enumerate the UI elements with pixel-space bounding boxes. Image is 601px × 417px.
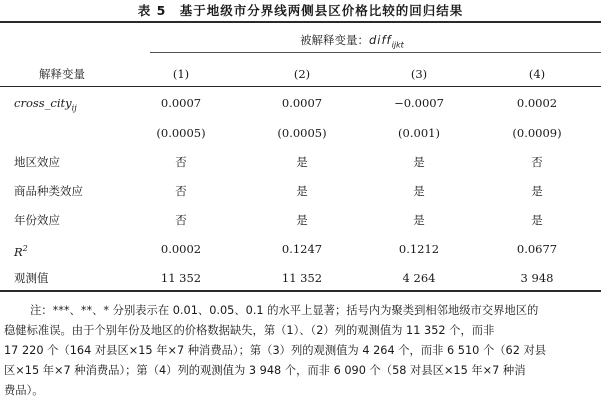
cell-coef-2: 0.0007 xyxy=(281,96,323,110)
cell-r2-2: 0.1247 xyxy=(281,242,323,256)
cell-product-2: 是 xyxy=(296,184,308,198)
row-label-region-effect: 地区效应 xyxy=(14,155,60,169)
table-note-line-1: 注：***、**、* 分别表示在 0.01、0.05、0.1 的水平上显著；括号内为聚类到相邻地级市交界地区的 xyxy=(30,304,539,317)
cell-r2-4: 0.0677 xyxy=(516,242,558,256)
bottom-rule xyxy=(0,290,601,292)
table-note-line-4: 区×15 年×7 种消费品）；第（4）列的观测值为 3 948 个，而非 6 090 个（58 对县区×15 年×7 种消 xyxy=(4,364,526,377)
cell-year-2: 是 xyxy=(296,213,308,227)
cell-se-3: (0.001) xyxy=(398,126,440,140)
cell-coef-1: 0.0007 xyxy=(160,96,202,110)
cell-se-1: (0.0005) xyxy=(156,126,206,140)
table-note-line-2: 稳健标准误。由于个别年份及地区的价格数据缺失，第（1）、（2）列的观测值为 11 352 个，而非 xyxy=(4,324,495,337)
cell-obs-4: 3 948 xyxy=(520,271,554,285)
explanatory-variable-header: 解释变量 xyxy=(39,67,85,81)
row-label-observations: 观测值 xyxy=(14,271,49,285)
table-note-line-5: 费品）。 xyxy=(4,384,44,397)
top-rule xyxy=(0,21,601,23)
header-bottom-rule xyxy=(0,86,601,87)
column-header-1: (1) xyxy=(172,67,190,81)
cell-coef-4: 0.0002 xyxy=(516,96,558,110)
cell-year-4: 是 xyxy=(531,213,543,227)
cell-year-1: 否 xyxy=(175,213,187,227)
table-note-line-3: 17 220 个（164 对县区×15 年×7 种消费品）；第（3）列的观测值为 4 264 个，而非 6 510 个（62 对县 xyxy=(4,344,547,357)
cell-product-1: 否 xyxy=(175,184,187,198)
cell-se-4: (0.0009) xyxy=(512,126,562,140)
table-title: 表 5 基于地级市分界线两侧县区价格比较的回归结果 xyxy=(137,3,464,18)
cell-product-3: 是 xyxy=(413,184,425,198)
cell-se-2: (0.0005) xyxy=(277,126,327,140)
cell-obs-1: 11 352 xyxy=(160,271,202,285)
cell-region-4: 否 xyxy=(531,155,543,169)
cell-obs-2: 11 352 xyxy=(281,271,323,285)
cell-coef-3: −0.0007 xyxy=(394,96,444,110)
row-label-year-effect: 年份效应 xyxy=(14,213,60,227)
column-header-3: (3) xyxy=(410,67,428,81)
row-label-cross-city: cross_city$_{ij}$ xyxy=(14,96,77,113)
dependent-variable-header: 被解释变量：diff$_{ijkt}$ xyxy=(300,33,404,50)
row-label-product-effect: 商品种类效应 xyxy=(14,184,83,198)
column-header-2: (2) xyxy=(293,67,311,81)
cell-region-3: 是 xyxy=(413,155,425,169)
cell-r2-3: 0.1212 xyxy=(398,242,440,256)
row-label-r-squared: $R^2$ xyxy=(14,244,28,259)
cell-obs-3: 4 264 xyxy=(402,271,436,285)
column-header-4: (4) xyxy=(528,67,546,81)
cell-r2-1: 0.0002 xyxy=(160,242,202,256)
cell-region-1: 否 xyxy=(175,155,187,169)
cell-region-2: 是 xyxy=(296,155,308,169)
cell-product-4: 是 xyxy=(531,184,543,198)
cell-year-3: 是 xyxy=(413,213,425,227)
header-mid-rule xyxy=(150,52,601,53)
